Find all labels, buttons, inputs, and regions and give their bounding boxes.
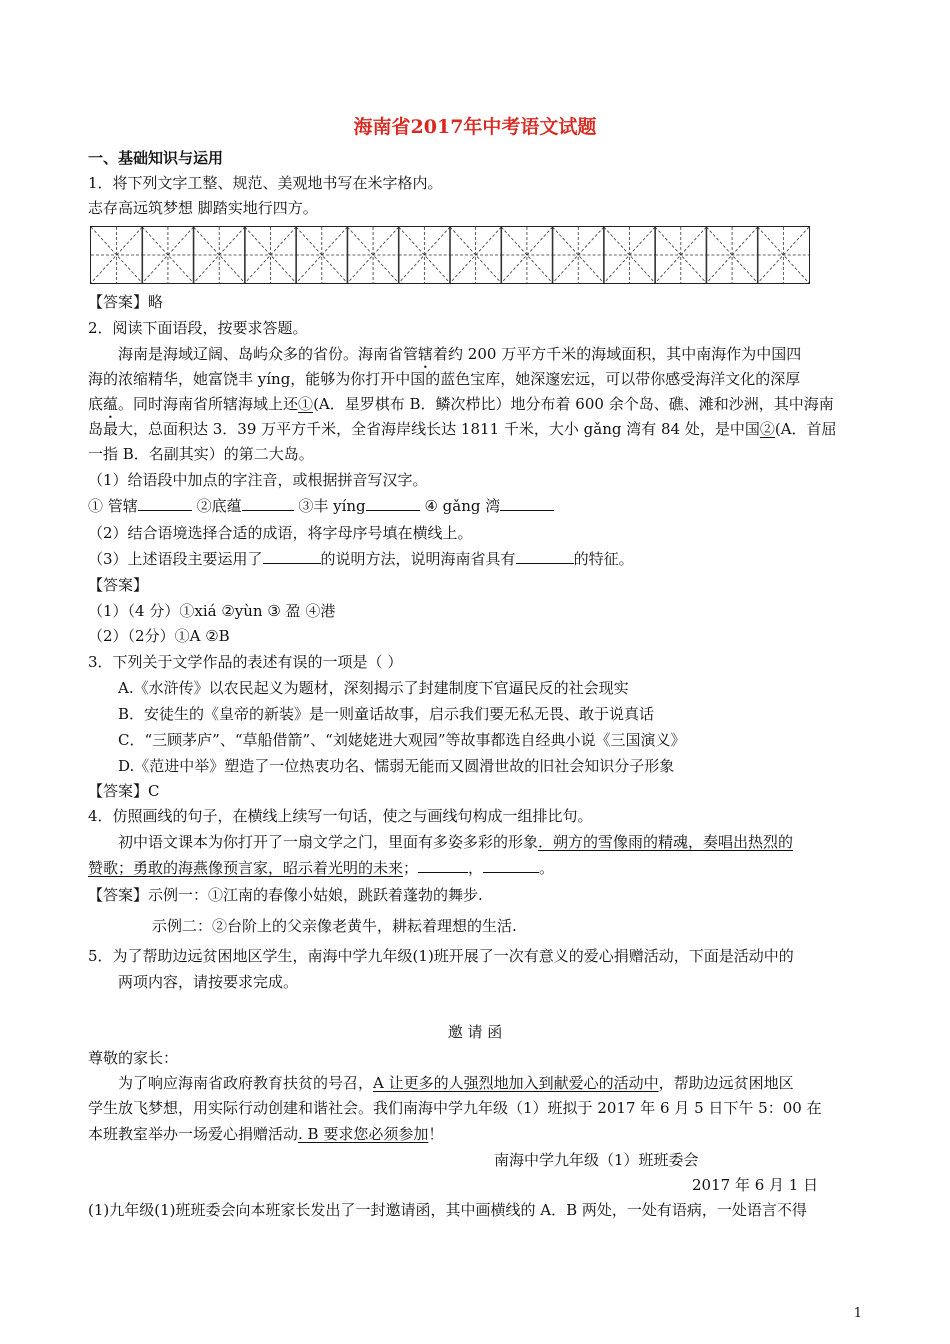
letter-body-line1: 为了响应海南省政府教育扶贫的号召，A 让更多的人强烈地加入到献爱心的活动中，帮助边远贫困地区 (118, 1074, 794, 1092)
letter-date: 2017 年 6 月 1 日 (692, 1176, 819, 1194)
q2-passage-line3: 底蕴。同时海南省所辖海域上还①(A．星罗棋布 B．鳞次栉比）地分布着 600 余个岛、礁、滩和沙洲，其中海南 (88, 395, 834, 413)
q4-answer-1: 【答案】示例一：①江南的春像小姑娘，跳跃着蓬勃的舞步. (88, 886, 483, 904)
q2-passage-line5: 一指 B．名副其实）的第二大岛。 (88, 445, 314, 463)
q4-line2: 赞歌；勇敢的海燕像预言家，昭示着光明的未来； ， 。 (88, 859, 555, 877)
q4-answer-2: 示例二：②台阶上的父亲像老黄牛，耕耘着理想的生活. (152, 917, 517, 935)
q2-sub3: （3）上述语段主要运用了 的说明方法，说明海南省具有 的特征。 (88, 550, 634, 568)
q4-line1: 初中语文课本为你打开了一扇文学之门，里面有多姿多彩的形象．朔方的雪像雨的精魂，奏唱出热烈的 (118, 833, 794, 851)
q2-passage-line1: 海南是海域辽阔、岛屿众多的省份。海南省管辖着约 200 万平方千米的海域面积，其中南海作为中国四 (118, 345, 802, 363)
q2-passage-line2: 海的浓缩精华，她富饶丰 yíng，能够为你打开中国的蓝色宝库，她深邃宏远，可以带你感受海洋文化的深厚 (88, 370, 801, 388)
page-title: 海南省2017年中考语文试题 (353, 116, 597, 138)
q3-option-a: A.《水浒传》以农民起义为题材，深刻揭示了封建制度下官逼民反的社会现实 (118, 679, 629, 697)
q2-sub1: （1）给语段中加点的字注音，或根据拼音写汉字。 (88, 471, 428, 489)
letter-title: 邀 请 函 (447, 1023, 503, 1041)
letter-signer: 南海中学九年级（1）班班委会 (494, 1151, 699, 1169)
q1-text: 志存高远筑梦想 脚踏实地行四方。 (88, 199, 318, 217)
q4-stem: 4．仿照画线的句子，在横线上续写一句话，使之与画线句构成一组排比句。 (88, 807, 593, 825)
q1-stem: 1．将下列文字工整、规范、美观地书写在米字格内。 (88, 174, 443, 192)
q5-stem-line2: 两项内容，请按要求完成。 (118, 973, 299, 991)
page-number: 1 (853, 1306, 862, 1321)
q5-stem-line1: 5．为了帮助边远贫困地区学生，南海中学九年级(1)班开展了一次有意义的爱心捐赠活动，下面是活动中的 (88, 947, 794, 965)
q2-answer-2: （2）（2分）①A ②B (88, 627, 230, 645)
q3-stem: 3．下列关于文学作品的表述有误的一项是（ ） (88, 653, 403, 671)
q2-stem: 2．阅读下面语段，按要求答题。 (88, 319, 308, 337)
q2-sub2: （2）结合语境选择合适的成语，将字母序号填在横线上。 (88, 524, 473, 542)
q2-passage-line4: 岛最大，总面积达 3．39 万平方千米，全省海岸线长达 1811 千米，大小 gǎng 湾有 84 处，是中国②(A．首屈 (88, 420, 837, 438)
q3-option-b: B．安徒生的《皇帝的新装》是一则童话故事，启示我们要无私无畏、敢于说真话 (118, 705, 655, 723)
q1-answer: 【答案】略 (88, 293, 164, 311)
letter-body-line3: 本班教室举办一场爱心捐赠活动. B 要求您必须参加！ (88, 1125, 444, 1143)
letter-salutation: 尊敬的家长： (88, 1049, 179, 1067)
q3-option-d: D.《范进中举》塑造了一位热衷功名、懦弱无能而又圆滑世故的旧社会知识分子形象 (118, 757, 675, 775)
q2-answer-label: 【答案】 (88, 576, 149, 594)
q5-sub1: (1)九年级(1)班班委会向本班家长发出了一封邀请函，其中画横线的 A．B 两处，一处有语病，一处语言不得 (88, 1201, 807, 1219)
letter-body-line2: 学生放飞梦想，用实际行动创建和谐社会。我们南海中学九年级（1）班拟于 2017 年 6 月 5 日下午 5：00 在 (88, 1099, 822, 1117)
q3-answer: 【答案】C (88, 782, 160, 800)
mizi-grid (90, 226, 810, 284)
q2-fill-blanks: ① 管辖 ②底蕴 ③丰 yíng ④ gǎng 湾 (88, 496, 554, 516)
q2-answer-1: （1）（4 分）①xiá ②yùn ③ 盈 ④港 (88, 602, 336, 620)
q3-option-c: C．“三顾茅庐”、“草船借箭”、“刘姥姥进大观园”等故事都选自经典小说《三国演义》 (118, 731, 686, 749)
section-heading: 一、基础知识与运用 (88, 149, 224, 167)
